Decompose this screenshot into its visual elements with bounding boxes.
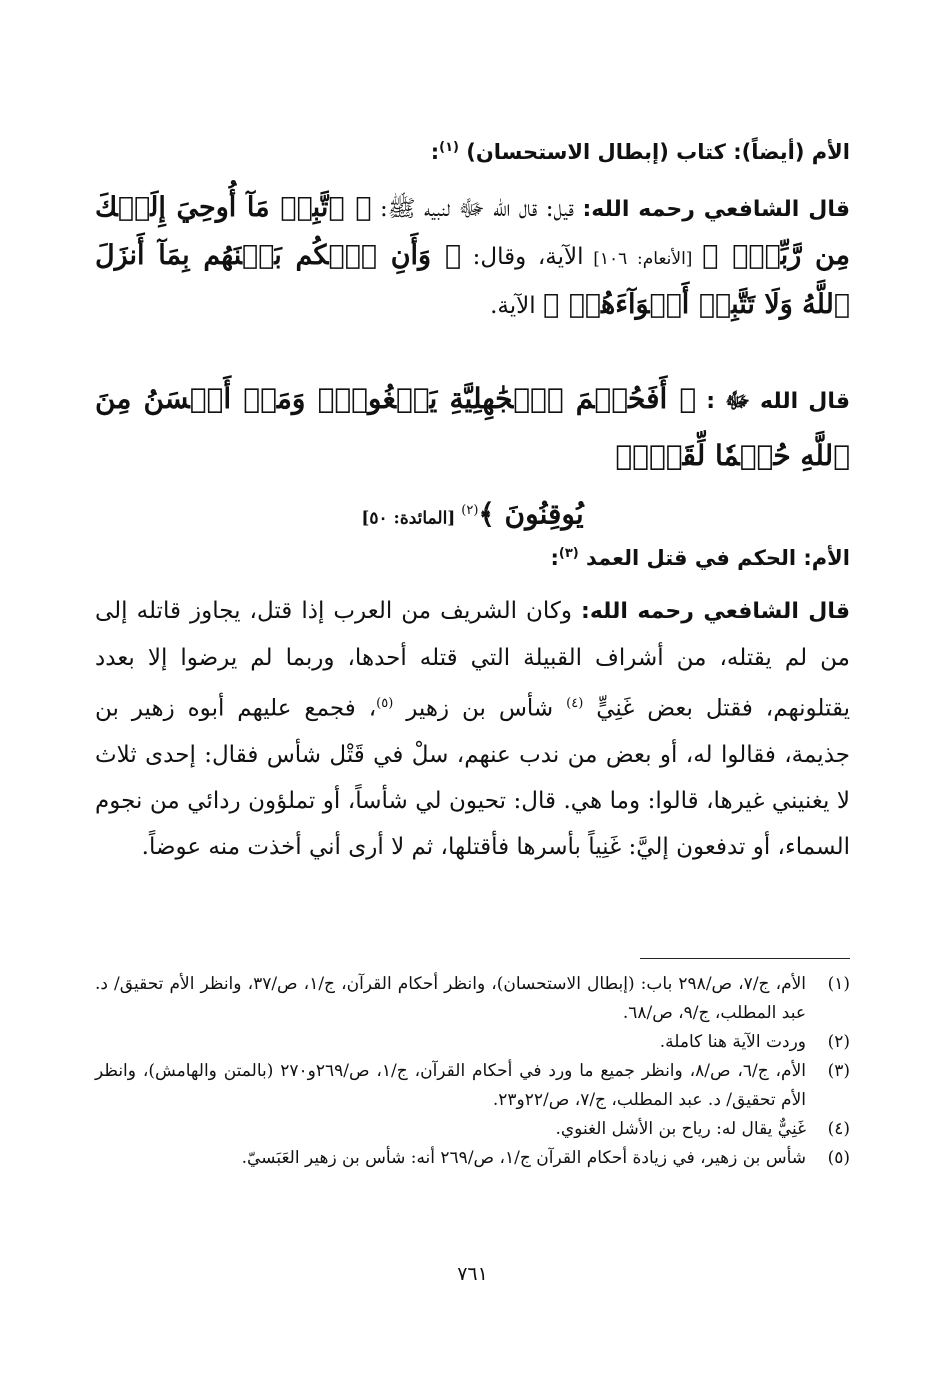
footnote-item bbox=[95, 970, 850, 1028]
quran-verse-end: يُوقِنُونَ ﴾ bbox=[478, 497, 584, 531]
footnote-text: وردت الآية هنا كاملة. bbox=[659, 1032, 806, 1052]
speaker-label: قال الشافعي رحمه الله: bbox=[582, 197, 850, 222]
section-heading-qatl bbox=[95, 536, 850, 576]
paragraph-text: الآية. bbox=[490, 293, 543, 319]
footnote-text: الأم، ج/٧، ص/٢٩٨ باب: (إبطال الاستحسان)، وانظر أحكام القرآن، ج/١، ص/٣٧، وانظر الأم تحقيق/ د. عبد المطلب، ج/٩، ص/٦٨. bbox=[95, 974, 807, 1023]
footnote-item bbox=[95, 1115, 850, 1144]
paragraph-text: قيل: قال الله ﷻ لنبيه ﷺ: bbox=[371, 196, 583, 222]
paragraph-text: وكان الشريف من العرب إذا قتل، يجاوز قاتله إلى من لم يقتله، من أشراف القبيلة التي قتله أحدها، وربما لم يرضوا إلا بعدد يقتلونهم، فقتل بعض غَنِيٍّ bbox=[95, 598, 850, 722]
footnote-ref: (١) bbox=[439, 140, 459, 155]
footnote-text: شأس بن زهير، في زيادة أحكام القرآن ج/١، ص/٢٦٩ أنه: شأس بن زهير العَبَسيّ. bbox=[241, 1148, 806, 1168]
section-heading-istihsan bbox=[95, 130, 850, 170]
book-page bbox=[95, 100, 850, 1300]
heading-text: الأم (أيضاً): كتاب (إبطال الاستحسان) bbox=[458, 140, 850, 164]
footnote-ref: (٢) bbox=[461, 503, 479, 518]
paragraph-text: شأس بن زهير bbox=[393, 695, 567, 722]
footnote-number: (٣) bbox=[827, 1061, 850, 1081]
quran-verse: ﴿ وَأَنِ ٱحۡكُم بَيۡنَهُم بِمَآ أَنزَلَ ٱللَّهُ وَلَا تَتَّبِعۡ أَهۡوَآءَهُمۡ ﴾ bbox=[95, 240, 850, 320]
footnote-number: (١) bbox=[827, 974, 850, 994]
footnote-item bbox=[95, 1057, 850, 1115]
footnote-text: غَنِيٌّ يقال له: رياح بن الأشل الغنوي. bbox=[555, 1119, 806, 1139]
heading-colon: : bbox=[430, 140, 440, 164]
footnote-item bbox=[95, 1028, 850, 1057]
paragraph-shafii-1 bbox=[95, 185, 850, 329]
footnote-ref: (٣) bbox=[558, 546, 579, 561]
paragraph-shafii-2 bbox=[95, 588, 850, 870]
quote-block bbox=[95, 372, 850, 545]
footnote-number: (٥) bbox=[827, 1148, 850, 1168]
speaker-label: قال الشافعي رحمه الله: bbox=[581, 599, 851, 624]
footnote-number: (٢) bbox=[827, 1032, 850, 1052]
paragraph-text: ، فجمع عليهم أبوه زهير بن جذيمة، فقالوا له، أو بعض من ندب عنهم، سلْ في قَتْل شأس فقال: إحدى ثلاث لا يغنيني غيرها، قالوا: وما هي. قال: تحيون لي شأساً، أو تملؤون ردائي من نجوم السماء، أو تدفعون إليَّ: غَنِياً بأسرها فأقتلها، ثم لا أرى أني أخذت منه عوضاً. bbox=[95, 695, 850, 860]
footnote-divider bbox=[640, 958, 850, 959]
page-number: ٧٦١ bbox=[457, 1263, 488, 1285]
quran-verse: ﴿ أَفَحُكۡمَ ٱلۡجَٰهِلِيَّةِ يَبۡغُونَۚ وَمَنۡ أَحۡسَنُ مِنَ ٱللَّهِ حُكۡمٗا لِّقَوۡمٖ bbox=[95, 382, 850, 472]
footnote-ref: (٤) bbox=[566, 696, 584, 711]
footnote-item bbox=[95, 1144, 850, 1173]
verse-reference: [المائدة: ٥٠] bbox=[361, 508, 462, 529]
footnote-text: الأم، ج/٦، ص/٨، وانظر جميع ما ورد في أحكام القرآن، ج/١، ص/٢٦٩و٢٧٠ (بالمتن والهامش)، وانظر الأم تحقيق/ د. عبد المطلب، ج/٧، ص/٢٢و٢٣. bbox=[95, 1061, 806, 1110]
paragraph-text: الآية، وقال: bbox=[461, 244, 584, 270]
footnote-ref: (٥) bbox=[376, 696, 394, 711]
quran-verse: ﴿ ٱتَّبِعۡ مَآ أُوحِيَ إِلَيۡكَ مِن رَّبِّكَۖ ﴾ bbox=[95, 192, 850, 271]
heading-text: الأم: الحكم في قتل العمد bbox=[578, 546, 850, 570]
quote-line bbox=[95, 372, 850, 484]
footnotes bbox=[95, 970, 850, 1173]
footnote-number: (٤) bbox=[827, 1119, 850, 1139]
verse-reference: [الأنعام: ١٠٦] bbox=[583, 249, 703, 269]
heading-colon: : bbox=[550, 546, 559, 570]
speaker-label: قال الله ﷻ : bbox=[696, 389, 850, 414]
